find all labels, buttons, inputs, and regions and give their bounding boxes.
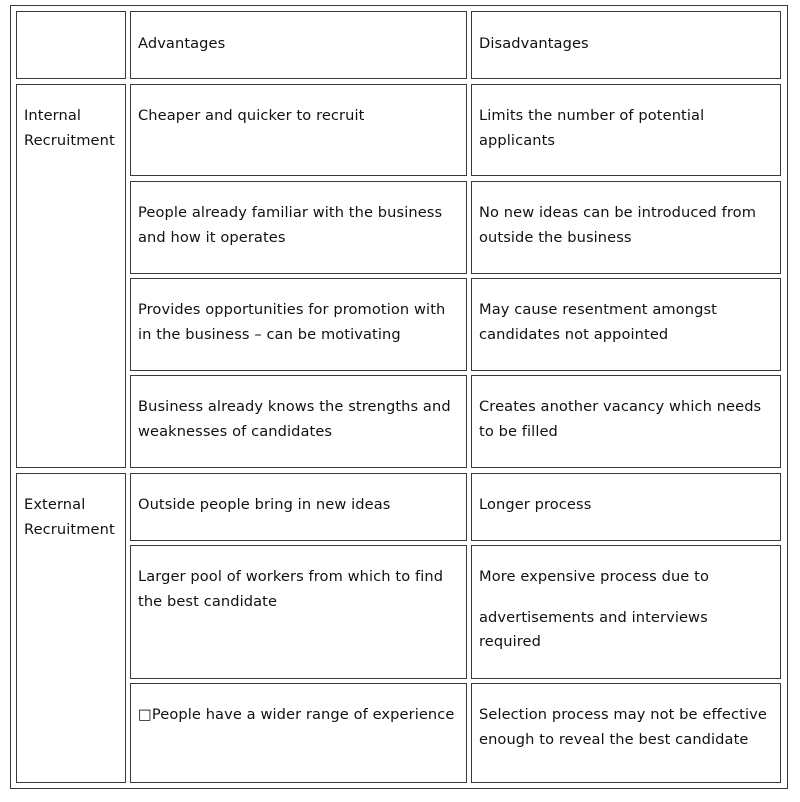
internal-label-line-2: Recruitment (24, 131, 115, 149)
external-label-line-1: External (24, 496, 86, 513)
internal-advantage-4 (130, 375, 467, 468)
cell-text-line: Outside people bring in new ideas (138, 496, 391, 513)
cell-text-line: Cheaper and quicker to recruit (138, 107, 365, 124)
cell-text-line: □People have a wider range of experience (138, 706, 455, 723)
cell-text-line: People already familiar with the business (138, 204, 443, 221)
external-disadvantage-3 (471, 683, 781, 783)
external-advantage-1 (130, 473, 467, 541)
header-disadvantages: Disadvantages (479, 35, 589, 52)
cell-text-line: enough to reveal the best candidate (479, 730, 749, 748)
cell-text-line: required (479, 633, 541, 650)
recruitment-table (10, 5, 788, 789)
header-advantages-cell (130, 11, 467, 79)
cell-text-line: weaknesses of candidates (138, 422, 333, 440)
internal-advantage-3 (130, 278, 467, 371)
external-disadvantage-2 (471, 545, 781, 679)
internal-label-line-1: Internal (24, 107, 82, 124)
internal-advantage-1 (130, 84, 467, 176)
cell-text-line: advertisements and interviews (479, 608, 708, 626)
header-advantages: Advantages (138, 35, 226, 52)
cell-text-line: Creates another vacancy which needs (479, 398, 762, 415)
header-disadvantages-cell (471, 11, 781, 79)
internal-disadvantage-1 (471, 84, 781, 176)
external-advantage-3 (130, 683, 467, 783)
cell-text-line: Business already knows the strengths and (138, 398, 451, 415)
external-disadvantage-1 (471, 473, 781, 541)
cell-text-line: candidates not appointed (479, 325, 669, 343)
internal-disadvantage-3 (471, 278, 781, 371)
cell-text-line: Selection process may not be effective (479, 706, 767, 723)
cell-text-line: the best candidate (138, 592, 278, 610)
cell-text-line: and how it operates (138, 228, 286, 246)
internal-recruitment-label-cell (16, 84, 126, 468)
cell-text-line: to be filled (479, 422, 558, 440)
cell-text-line: applicants (479, 131, 556, 149)
external-label-line-2: Recruitment (24, 520, 115, 538)
external-recruitment-label-cell (16, 473, 126, 783)
cell-text-line: outside the business (479, 228, 632, 246)
cell-text-line: No new ideas can be introduced from (479, 204, 757, 221)
cell-text-line: More expensive process due to (479, 568, 709, 585)
cell-text-line: Limits the number of potential (479, 107, 705, 124)
internal-disadvantage-2 (471, 181, 781, 274)
cell-text-line: May cause resentment amongst (479, 301, 717, 318)
external-advantage-2 (130, 545, 467, 679)
internal-advantage-2 (130, 181, 467, 274)
cell-text-line: Longer process (479, 496, 592, 513)
header-corner-cell (16, 11, 126, 79)
cell-text-line: Provides opportunities for promotion with (138, 301, 446, 318)
cell-text-line: Larger pool of workers from which to find (138, 568, 444, 585)
internal-disadvantage-4 (471, 375, 781, 468)
cell-text-line: in the business – can be motivating (138, 325, 401, 343)
